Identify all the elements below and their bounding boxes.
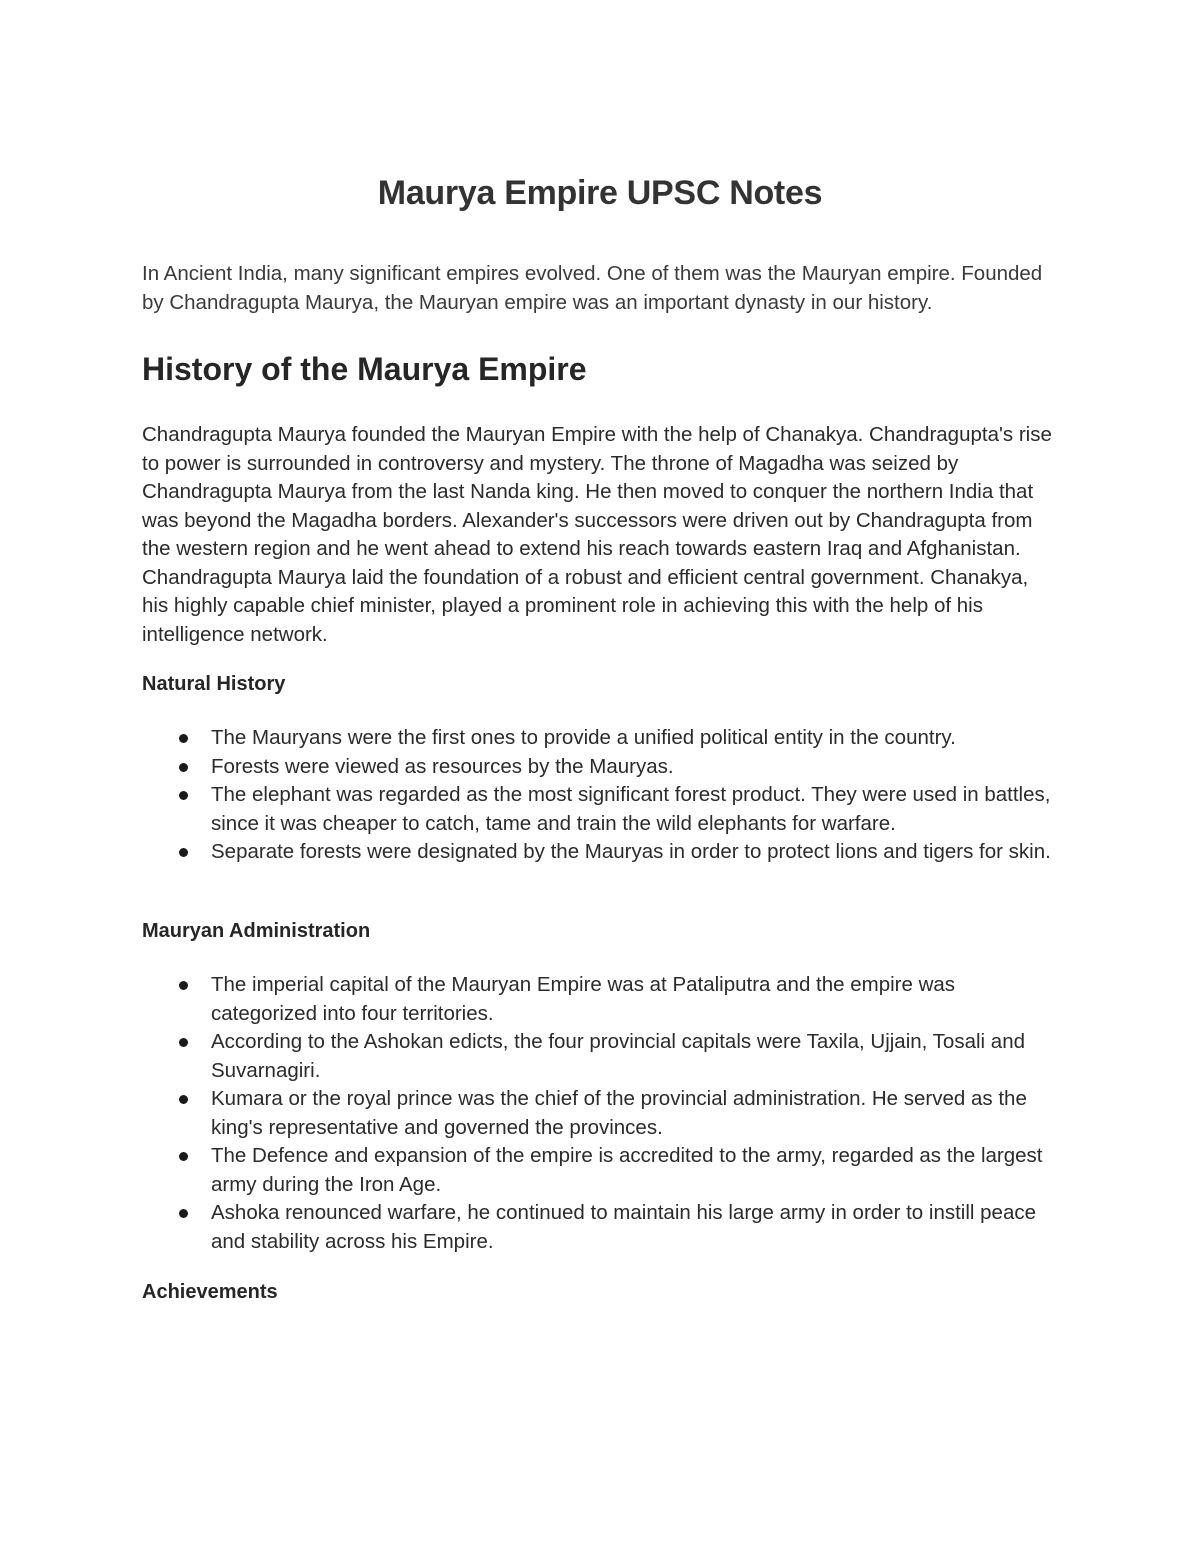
bullet-icon (179, 791, 188, 800)
list-item-text: The imperial capital of the Mauryan Empire was at Pataliputra and the empire was categorized into four territories. (211, 973, 956, 1025)
bullet-icon (179, 763, 188, 772)
administration-list (142, 971, 1057, 1256)
intro-paragraph: In Ancient India, many significant empires evolved. One of them was the Mauryan empire. Founded by Chandragupta Maurya, the Mauryan empire was an important dynasty in our history. (142, 262, 1043, 314)
list-item (142, 838, 1057, 867)
history-paragraph: Chandragupta Maurya founded the Mauryan Empire with the help of Chanakya. Chandragupta's rise to power is surrounded in controversy and mystery. The throne of Magadha was seized by Chandragupta Maurya from the last Nanda king. He then moved to conquer the northern India that was beyond the Magadha borders. Alexander's successors were driven out by Chandragupta from the western region and he went ahead to extend his reach towards eastern Iraq and Afghanistan. Chandragupta Maurya laid the foundation of a robust and efficient central government. Chanakya, his highly capable chief minister, played a prominent role in achieving this with the help of his intelligence network. (142, 423, 1052, 646)
list-item-text: The elephant was regarded as the most significant forest product. They were used in battles, since it was cheaper to catch, tame and train the wild elephants for warfare. (211, 783, 1051, 835)
list-item (142, 1028, 1057, 1085)
list-item (142, 971, 1057, 1028)
achievements-heading: Achievements (142, 1281, 278, 1303)
bullet-icon (179, 1038, 188, 1047)
bullet-icon (179, 1095, 188, 1104)
bullet-icon (179, 1209, 188, 1218)
list-item (142, 1142, 1057, 1199)
list-item (142, 724, 1057, 753)
list-item (142, 1199, 1057, 1256)
natural-history-list (142, 724, 1057, 867)
list-item-text: Forests were viewed as resources by the Mauryas. (211, 754, 674, 778)
bullet-icon (179, 848, 188, 857)
history-heading: History of the Maurya Empire (142, 351, 587, 387)
list-item-text: Ashoka renounced warfare, he continued to maintain his large army in order to instill peace and stability across his Empire. (211, 1201, 1037, 1253)
list-item (142, 1085, 1057, 1142)
list-item-text: Separate forests were designated by the Mauryas in order to protect lions and tigers for skin. (211, 840, 1051, 863)
natural-history-heading: Natural History (142, 673, 286, 695)
list-item (142, 781, 1057, 838)
list-item-text: The Mauryans were the first ones to provide a unified political entity in the country. (211, 726, 956, 749)
bullet-icon (179, 981, 188, 990)
list-item-text: According to the Ashokan edicts, the four provincial capitals were Taxila, Ujjain, Tosali and Suvarnagiri. (211, 1030, 1025, 1082)
administration-heading: Mauryan Administration (142, 920, 371, 942)
list-item-text: Kumara or the royal prince was the chief of the provincial administration. He served as the king's representative and governed the provinces. (211, 1087, 1027, 1139)
list-item (142, 753, 1057, 782)
document-title: Maurya Empire UPSC Notes (377, 174, 823, 212)
bullet-icon (179, 1152, 188, 1161)
list-item-text: The Defence and expansion of the empire is accredited to the army, regarded as the largest army during the Iron Age. (211, 1144, 1043, 1196)
bullet-icon (179, 734, 188, 743)
